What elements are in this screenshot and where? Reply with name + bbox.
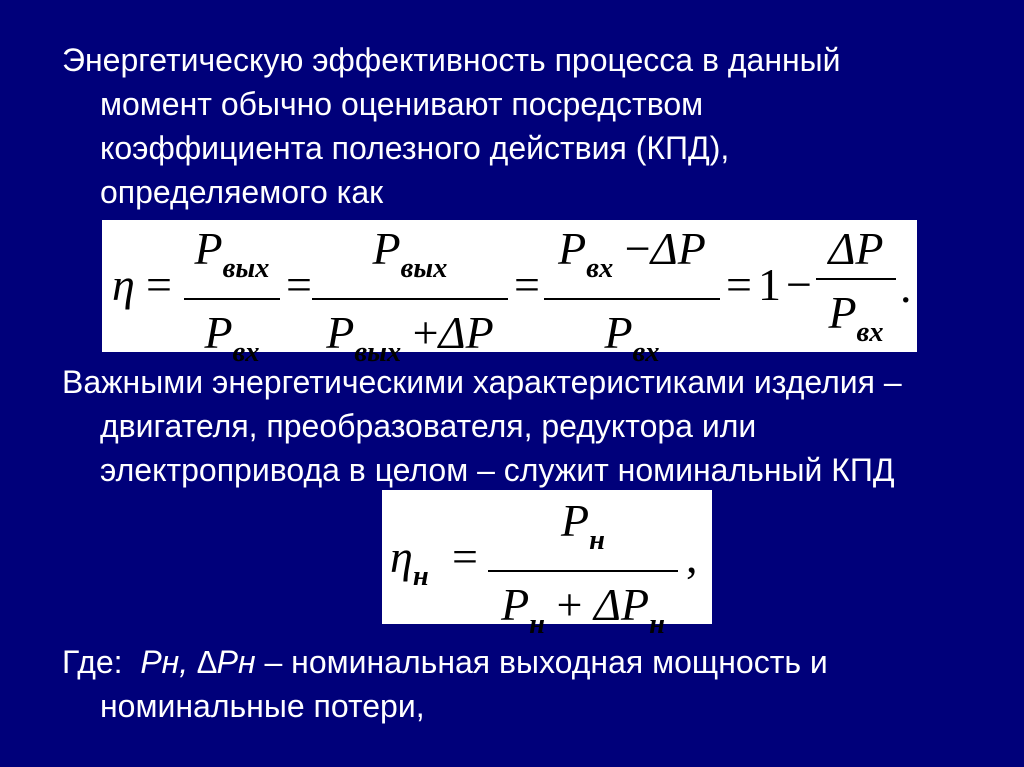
eta-nominal xyxy=(390,531,429,600)
where-prefix: Где: xyxy=(62,644,141,680)
equals-sign-1: = xyxy=(146,259,172,310)
subscript-out: вых xyxy=(222,252,270,284)
fraction-out-over-in xyxy=(184,223,280,376)
p-symbol: P xyxy=(604,306,633,358)
intro-line-1: Энергетическую эффективность процесса в данный xyxy=(62,42,841,78)
p-symbol: P xyxy=(326,306,355,358)
where-line-2: номинальные потери, xyxy=(100,688,425,724)
fraction-loss-over-in xyxy=(816,223,896,356)
eta-symbol: η xyxy=(112,259,135,310)
delta-p: ΔP xyxy=(650,223,706,274)
fraction-bar xyxy=(544,298,720,300)
fraction-bar xyxy=(816,278,896,280)
where-symbols: Pн, ∆Pн xyxy=(140,644,256,680)
p-symbol: P xyxy=(561,495,590,546)
intro-line-3: коэффициента полезного действия (КПД), xyxy=(100,130,730,166)
p-symbol: P xyxy=(194,223,223,274)
subscript-in: вх xyxy=(856,316,884,348)
subscript-in: вх xyxy=(632,336,660,368)
where-paragraph xyxy=(62,640,1002,728)
fraction-bar xyxy=(488,570,678,572)
where-line-1 xyxy=(62,640,1002,684)
subscript-n: н xyxy=(412,560,429,592)
equals-sign-4: = xyxy=(726,259,752,310)
delta-p: ΔP xyxy=(438,306,494,358)
eta-symbol: η xyxy=(390,531,413,582)
delta-p: ΔP xyxy=(828,223,884,274)
p-symbol: P xyxy=(204,306,233,358)
nominal-line-2: двигателя, преобразователя, редуктора или xyxy=(100,408,757,444)
subscript-out: вых xyxy=(400,252,448,284)
nominal-line-1: Важными энергетическими характеристиками изделия – xyxy=(62,364,902,400)
nominal-efficiency-formula xyxy=(382,490,712,640)
intro-line-4: определяемого как xyxy=(100,174,384,210)
nominal-paragraph xyxy=(62,360,1002,492)
where-description: – номинальная выходная мощность и xyxy=(255,644,828,680)
efficiency-formula xyxy=(102,220,917,368)
fraction-bar xyxy=(312,298,508,300)
p-symbol: P xyxy=(828,287,857,338)
plus-sign: + xyxy=(556,578,583,630)
subscript-in: вх xyxy=(232,336,260,368)
fraction-in-minus-loss-over-in xyxy=(544,223,720,376)
subscript-out: вых xyxy=(354,336,402,368)
equals-sign: = xyxy=(452,531,478,582)
p-symbol: P xyxy=(501,578,530,630)
delta-p: ΔP xyxy=(593,578,650,630)
intro-paragraph xyxy=(62,38,1002,214)
p-symbol: P xyxy=(372,223,401,274)
intro-line-2: момент обычно оценивают посредством xyxy=(100,86,704,122)
fraction-bar xyxy=(184,298,280,300)
subscript-n: н xyxy=(589,524,605,556)
subscript-n: н xyxy=(649,608,665,640)
fraction-out-over-out-plus-loss xyxy=(312,223,508,376)
fraction-pn-over-pn-plus-loss xyxy=(488,495,678,648)
nominal-line-3: электропривода в целом – служит номинальный КПД xyxy=(100,452,895,488)
p-symbol: P xyxy=(558,223,587,274)
equals-sign-3: = xyxy=(514,259,540,310)
equals-sign-2: = xyxy=(286,259,312,310)
minus-sign: − xyxy=(624,223,651,274)
minus-sign: − xyxy=(786,259,812,310)
one: 1 xyxy=(758,259,781,310)
plus-sign: + xyxy=(412,306,439,358)
comma: , xyxy=(686,531,698,582)
subscript-n: н xyxy=(529,608,546,640)
period: . xyxy=(900,261,912,312)
subscript-in: вх xyxy=(586,252,614,284)
